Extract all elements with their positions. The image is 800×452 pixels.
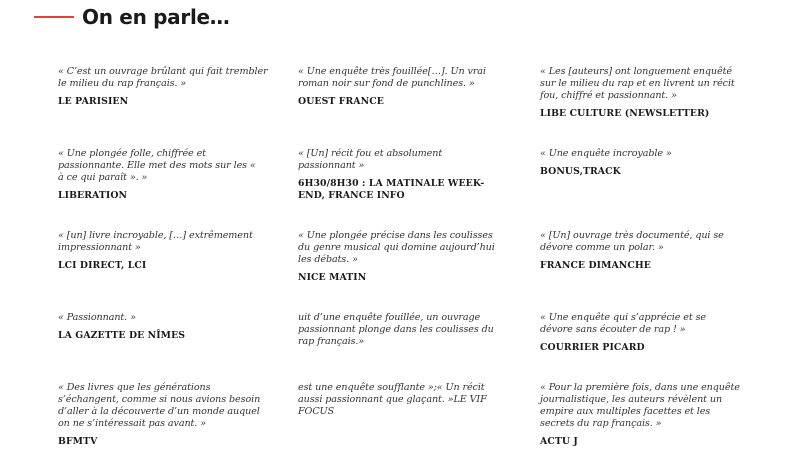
review-quote: « Une plongée précise dans les coulisses du genre musical qui domine aujourd’hui les débats. »	[298, 230, 495, 265]
review-quote: « Une enquête qui s’apprécie et se dévore sans écouter de rap ! »	[540, 312, 706, 335]
review-item	[540, 382, 740, 448]
review-item	[298, 66, 508, 108]
review-source: 6H30/8H30 : LA MATINALE WEEK-END, FRANCE INFO	[298, 178, 485, 201]
review-quote: « Pour la première fois, dans une enquête journalistique, les auteurs révèlent un empire aux multiples facettes et les secrets du rap français. »	[540, 382, 740, 429]
review-source: NICE MATIN	[298, 272, 367, 283]
review-quote: « Une enquête très fouillée[…]. Un vrai roman noir sur fond de punchlines. »	[298, 66, 486, 89]
review-item	[540, 148, 750, 178]
review-source: BONUS,TRACK	[540, 166, 621, 177]
section-title: On en parle…	[82, 5, 230, 29]
review-item	[58, 382, 263, 448]
review-source: LA GAZETTE DE NÎMES	[58, 330, 186, 341]
review-source: LIBERATION	[58, 190, 128, 201]
review-item	[58, 312, 268, 342]
review-source: LE PARISIEN	[58, 96, 129, 107]
review-source: LIBE CULTURE (NEWSLETTER)	[540, 108, 710, 119]
review-source: COURRIER PICARD	[540, 342, 645, 353]
review-source: LCI DIRECT, LCI	[58, 260, 147, 271]
review-item	[298, 312, 498, 348]
review-source: FRANCE DIMANCHE	[540, 260, 651, 271]
review-quote: « Des livres que les générations s’échangent, comme si nous avions besoin d’aller à la découverte d’un monde auquel on ne s’intéressait pas avant. »	[58, 382, 261, 429]
review-quote: « [un] livre incroyable, […] extrêmement impressionnant »	[58, 230, 253, 253]
review-quote: « C’est un ouvrage brûlant qui fait trembler le milieu du rap français. »	[58, 66, 268, 89]
review-quote: « Passionnant. »	[58, 312, 136, 323]
review-item	[298, 148, 498, 202]
review-item	[540, 312, 740, 354]
review-source: BFMTV	[58, 436, 98, 447]
review-quote: « [Un] ouvrage très documenté, qui se dévore comme un polar. »	[540, 230, 724, 253]
review-quote: « Une plongée folle, chiffrée et passionnante. Elle met des mots sur les « à ce qui paraît ». »	[58, 148, 256, 183]
review-quote: uit d’une enquête fouillée, un ouvrage passionnant plonge dans les coulisses du rap français.»	[298, 312, 494, 347]
review-quote: « Une enquête incroyable »	[540, 148, 672, 159]
review-item	[58, 148, 258, 202]
review-item	[298, 230, 503, 284]
review-quote: est une enquête soufflante »;« Un récit aussi passionnant que glaçant. »LE VIF FOCUS	[298, 382, 487, 417]
review-source: ACTU J	[540, 436, 578, 447]
review-item	[58, 66, 268, 108]
review-quote: « Les [auteurs] ont longuement enquêté sur le milieu du rap et en livrent un récit fou, chiffré et passionnant. »	[540, 66, 735, 101]
review-quote: « [Un] récit fou et absolument passionnant »	[298, 148, 443, 171]
review-item	[58, 230, 258, 272]
review-item	[540, 230, 735, 272]
review-source: OUEST FRANCE	[298, 96, 384, 107]
review-item	[540, 66, 740, 120]
review-item	[298, 382, 503, 418]
